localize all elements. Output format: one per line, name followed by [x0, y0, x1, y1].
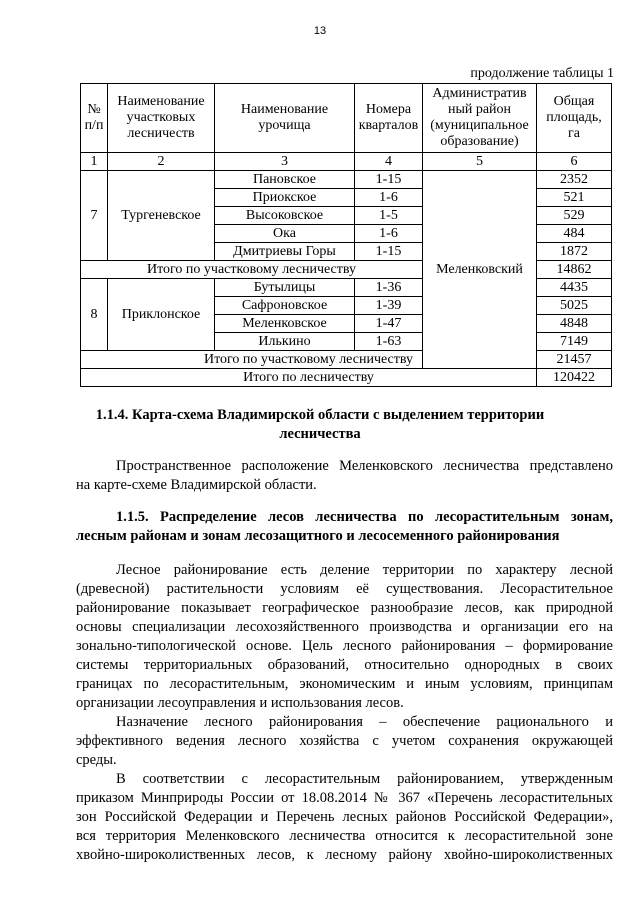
- text-line: приказом Минприроды России от 18.08.2014 № 367 «Перечень лесорастительных: [76, 790, 613, 806]
- header-line: га: [568, 126, 580, 141]
- area-cell: 5025: [537, 297, 612, 315]
- quarters-cell: 1-15: [355, 171, 423, 189]
- header-line: Наименование: [240, 102, 329, 117]
- text-line: вся территория Меленковского лесничества относится к лесорастительной зоне: [76, 828, 613, 844]
- tract-cell: Бутылицы: [215, 279, 355, 297]
- tract-cell: Пановское: [215, 171, 355, 189]
- area-cell: 4435: [537, 279, 612, 297]
- text-line: среды.: [76, 752, 117, 768]
- column-number: 3: [215, 153, 355, 171]
- area-cell: 484: [537, 225, 612, 243]
- header-line: кварталов: [358, 118, 419, 133]
- quarters-cell: 1-63: [355, 333, 423, 351]
- area-cell: 529: [537, 207, 612, 225]
- grand-total-value: 120422: [537, 369, 612, 387]
- quarters-cell: 1-5: [355, 207, 423, 225]
- header-line: Номера: [365, 102, 412, 117]
- header-tract-name: [215, 84, 355, 153]
- section-115-title: [76, 508, 613, 546]
- area-cell: 2352: [537, 171, 612, 189]
- text-line: Пространственное расположение Меленковского лесничества представлено: [116, 458, 613, 474]
- header-line: п/п: [84, 118, 104, 133]
- header-line: (муниципальное: [430, 118, 529, 133]
- text-line: эффективного ведения лесного хозяйства с учетом сохранения окружающей: [76, 733, 613, 749]
- area-cell: 521: [537, 189, 612, 207]
- forestry-table: [80, 83, 612, 387]
- section-115-paragraph-1: [76, 561, 613, 713]
- quarters-cell: 1-39: [355, 297, 423, 315]
- tract-cell: Сафроновское: [215, 297, 355, 315]
- group-number: 8: [81, 279, 108, 351]
- text-line: границах по лесорастительным, экономическим и иным условиям, принципам: [76, 676, 613, 692]
- title-line: лесным районам и зонам лесозащитного и лесосеменного районирования: [76, 528, 560, 544]
- table-header-row: [81, 84, 612, 153]
- subtotal-row: [81, 351, 612, 369]
- section-114-paragraph: [76, 457, 613, 495]
- table-caption: продолжение таблицы 1: [470, 66, 614, 81]
- text-line: зон Российской Федерации и Перечень лесных районов Российской Федерации»,: [76, 809, 613, 825]
- header-line: урочища: [258, 118, 311, 133]
- header-line: №: [87, 102, 101, 117]
- tract-cell: Илькино: [215, 333, 355, 351]
- subtotal-value: 14862: [537, 261, 612, 279]
- text-line: организации лесоуправления и использования лесов.: [76, 695, 404, 711]
- tract-cell: Дмитриевы Горы: [215, 243, 355, 261]
- tract-cell: Приокское: [215, 189, 355, 207]
- header-area: [537, 84, 612, 153]
- table-row: [81, 171, 612, 189]
- grand-total-label: Итого по лесничеству: [81, 369, 537, 387]
- section-114-title: [0, 406, 640, 444]
- header-district: [423, 84, 537, 153]
- subtotal-label: Итого по участковому лесничеству: [81, 261, 423, 279]
- quarters-cell: 1-6: [355, 225, 423, 243]
- text-line: системы территориальных образований, относительно однородных в своих: [76, 657, 613, 673]
- header-line: ный район: [447, 102, 512, 117]
- tract-cell: Высоковское: [215, 207, 355, 225]
- group-name: Приклонское: [108, 279, 215, 351]
- text-line: на карте-схеме Владимирской области.: [76, 477, 317, 493]
- area-cell: 4848: [537, 315, 612, 333]
- text-line: (древесной) растительности условиям её существования. Лесорастительное: [76, 581, 613, 597]
- column-number: 5: [423, 153, 537, 171]
- title-line: 1.1.5. Распределение лесов лесничества по лесорастительным зонам,: [116, 509, 613, 525]
- area-cell: 1872: [537, 243, 612, 261]
- header-line: участковых: [126, 110, 196, 125]
- tract-cell: Меленковское: [215, 315, 355, 333]
- quarters-cell: 1-36: [355, 279, 423, 297]
- text-line: В соответствии с лесорастительным районированием, утвержденным: [116, 771, 613, 787]
- group-number: 7: [81, 171, 108, 261]
- text-line: Назначение лесного районирования – обеспечение рационального и: [116, 714, 613, 730]
- header-line: Общая: [553, 94, 595, 109]
- quarters-cell: 1-47: [355, 315, 423, 333]
- quarters-cell: 1-15: [355, 243, 423, 261]
- header-line: образование): [440, 134, 519, 149]
- column-number: 2: [108, 153, 215, 171]
- subtotal-value: 21457: [537, 351, 612, 369]
- title-line: лесничества: [279, 426, 361, 442]
- text-line: Лесное районирование есть деление территории по характеру лесной: [116, 562, 613, 578]
- header-quarters: [355, 84, 423, 153]
- tract-cell: Ока: [215, 225, 355, 243]
- header-line: Наименование: [117, 94, 205, 109]
- text-line: хвойно-широколиственных лесов, к лесному району хвойно-широколиственных: [76, 847, 613, 863]
- column-number: 6: [537, 153, 612, 171]
- group-name: Тургеневское: [108, 171, 215, 261]
- text-line: районирование показывает географическое разнообразие лесов, как природной: [76, 600, 613, 616]
- text-line: основы специализации лесохозяйственного производства и организации его на: [76, 619, 613, 635]
- grand-total-row: [81, 369, 612, 387]
- header-line: площадь,: [546, 110, 602, 125]
- header-line: Административ: [432, 86, 527, 101]
- header-forestry-name: [108, 84, 215, 153]
- header-number: [81, 84, 108, 153]
- page-number: 13: [313, 25, 327, 37]
- section-115-paragraph-3: [76, 770, 613, 865]
- section-115-paragraph-2: [76, 713, 613, 770]
- title-line: 1.1.4. Карта-схема Владимирской области с выделением территории: [95, 407, 545, 423]
- quarters-cell: 1-6: [355, 189, 423, 207]
- column-number: 1: [81, 153, 108, 171]
- district-cell: Меленковский: [423, 171, 537, 369]
- area-cell: 7149: [537, 333, 612, 351]
- subtotal-label: Итого по участковому лесничеству: [81, 351, 537, 369]
- column-number: 4: [355, 153, 423, 171]
- column-number-row: [81, 153, 612, 171]
- text-line: зонально-типологической основе. Цель лесного районирования – формирование: [76, 638, 613, 654]
- header-line: лесничеств: [127, 126, 195, 141]
